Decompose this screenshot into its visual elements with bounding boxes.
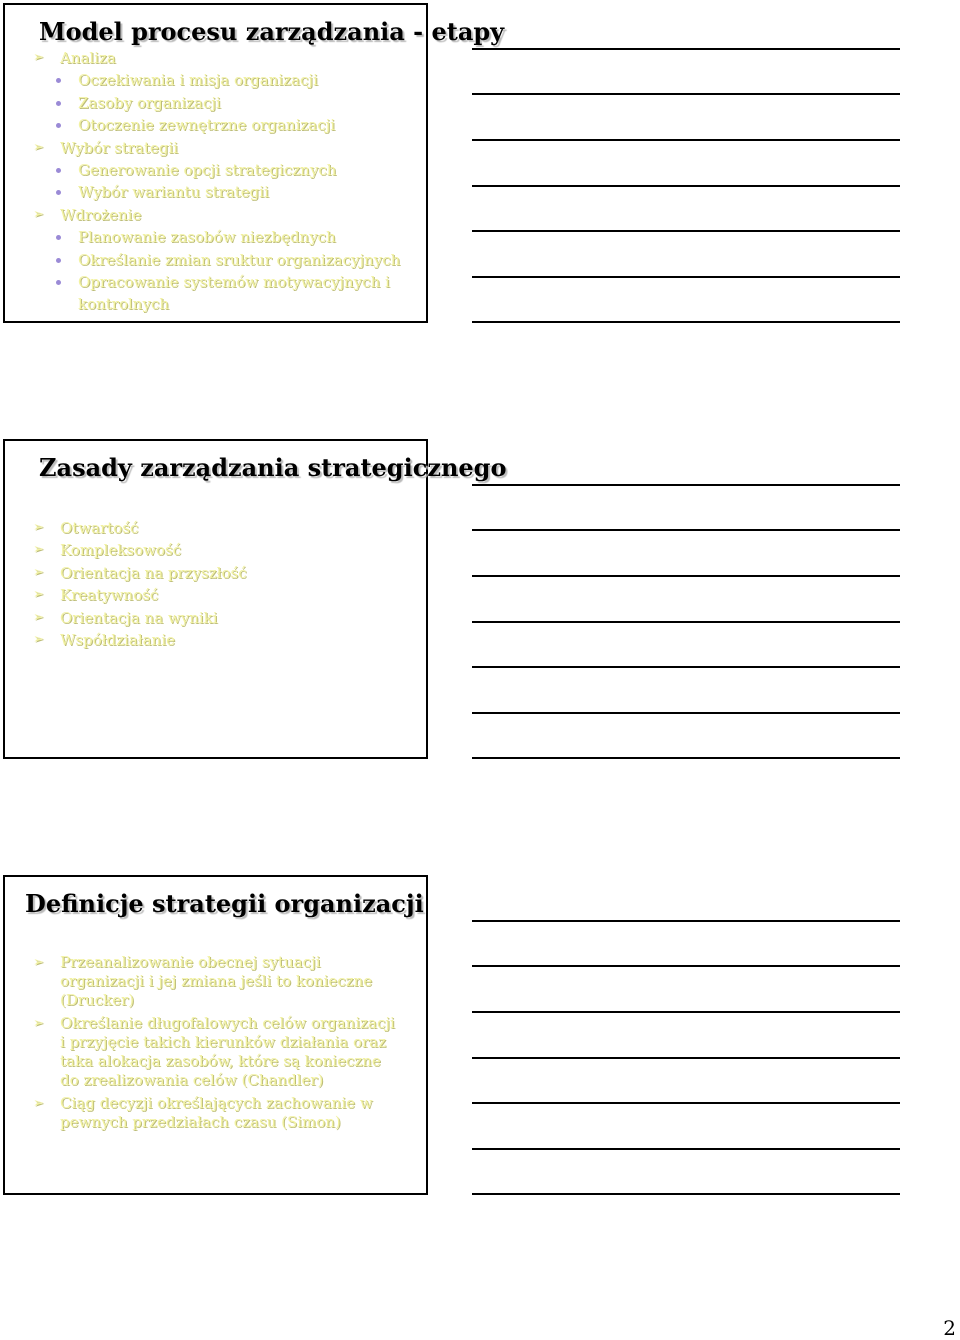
note-line	[472, 93, 900, 95]
arrow-bullet-icon: ➢	[33, 587, 44, 603]
bullet-text: Wybór strategii	[60, 138, 179, 157]
note-line	[472, 621, 900, 623]
dot-bullet-icon	[56, 101, 61, 106]
note-line	[472, 1102, 900, 1104]
bullet-text: Kreatywność	[60, 586, 159, 605]
bullet-item	[25, 204, 406, 226]
arrow-bullet-icon: ➢	[33, 632, 44, 648]
bullet-item	[25, 137, 406, 159]
note-line	[472, 1193, 900, 1195]
arrow-bullet-icon: ➢	[33, 50, 44, 65]
dot-bullet-icon	[56, 123, 61, 128]
slide-1	[3, 3, 505, 323]
dot-bullet-icon	[56, 78, 61, 83]
dot-bullet-icon	[56, 280, 61, 285]
bullet-text: Współdziałanie	[60, 631, 175, 650]
sub-bullet-item	[25, 226, 406, 248]
dot-bullet-icon	[56, 190, 61, 195]
dot-bullet-icon	[56, 258, 61, 263]
bullet-item	[25, 517, 406, 539]
bullet-text: Otwartość	[60, 519, 139, 537]
bullet-text: Zasoby organizacji	[78, 93, 221, 112]
bullet-item	[25, 1094, 406, 1132]
arrow-bullet-icon: ➢	[33, 1016, 44, 1031]
bullet-list	[25, 47, 406, 316]
note-line	[472, 757, 900, 759]
bullet-list	[25, 953, 406, 1132]
bullet-list	[25, 517, 406, 651]
bullet-text: Analiza	[60, 49, 116, 67]
slide-2	[3, 439, 507, 759]
arrow-bullet-icon: ➢	[33, 955, 44, 970]
arrow-bullet-icon: ➢	[33, 609, 44, 625]
bullet-text: Określanie długofalowych celów organizacji i przyjęcie takich kierunków działania oraz taka alokacja zasobów, które są konieczne do zrealizowania celów (Chandler)	[60, 1014, 395, 1089]
page-number: 2	[943, 1316, 956, 1340]
slide-3	[3, 875, 428, 1195]
arrow-bullet-icon: ➢	[33, 1096, 44, 1111]
bullet-item	[25, 953, 406, 1010]
bullet-text: Planowanie zasobów niezbędnych	[78, 228, 336, 247]
bullet-item	[25, 629, 406, 651]
sub-bullet-item	[25, 249, 406, 271]
arrow-bullet-icon: ➢	[33, 520, 44, 535]
note-line	[472, 529, 900, 531]
sub-bullet-item	[25, 69, 406, 91]
bullet-item	[25, 47, 406, 69]
dot-bullet-icon	[56, 168, 61, 173]
arrow-bullet-icon: ➢	[33, 206, 44, 222]
bullet-text: Przeanalizowanie obecnej sytuacji organizacji i jej zmiana jeśli to konieczne (Drucker)	[60, 953, 373, 1009]
arrow-bullet-icon: ➢	[33, 139, 44, 155]
bullet-text: Opracowanie systemów motywacyjnych i kontrolnych	[78, 273, 390, 314]
note-line	[472, 484, 900, 486]
bullet-text: Otoczenie zewnętrzne organizacji	[78, 116, 336, 135]
sub-bullet-item	[25, 114, 406, 136]
note-line	[472, 575, 900, 577]
bullet-text: Ciąg decyzji określających zachowanie w pewnych przedziałach czasu (Simon)	[60, 1094, 373, 1131]
arrow-bullet-icon: ➢	[33, 542, 44, 558]
note-line	[472, 965, 900, 967]
sub-bullet-item	[25, 181, 406, 203]
note-line	[472, 712, 900, 714]
bullet-text: Kompleksowość	[60, 541, 182, 560]
bullet-text: Wdrożenie	[60, 205, 142, 224]
bullet-item	[25, 539, 406, 561]
sub-bullet-item	[25, 271, 406, 316]
note-line	[472, 230, 900, 232]
sub-bullet-item	[25, 159, 406, 181]
note-line	[472, 321, 900, 323]
note-line	[472, 1148, 900, 1150]
bullet-text: Orientacja na wyniki	[60, 608, 218, 627]
bullet-text: Określanie zmian sruktur organizacyjnych	[78, 250, 401, 269]
bullet-item	[25, 562, 406, 584]
note-line	[472, 139, 900, 141]
note-line	[472, 666, 900, 668]
slide-title: Definicje strategii organizacji	[25, 889, 424, 918]
bullet-text: Generowanie opcji strategicznych	[78, 161, 337, 180]
bullet-text: Orientacja na przyszłość	[60, 563, 247, 582]
bullet-text: Wybór wariantu strategii	[78, 183, 269, 202]
note-line	[472, 920, 900, 922]
sub-bullet-item	[25, 92, 406, 114]
dot-bullet-icon	[56, 235, 61, 240]
arrow-bullet-icon: ➢	[33, 564, 44, 580]
bullet-item	[25, 1014, 406, 1090]
slide-title: Zasady zarządzania strategicznego	[39, 453, 507, 482]
note-line	[472, 1011, 900, 1013]
note-line	[472, 1057, 900, 1059]
note-line	[472, 276, 900, 278]
bullet-item	[25, 584, 406, 606]
bullet-item	[25, 607, 406, 629]
bullet-text: Oczekiwania i misja organizacji	[78, 71, 318, 90]
note-line	[472, 48, 900, 50]
slide-title: Model procesu zarządzania - etapy	[39, 17, 505, 46]
note-line	[472, 185, 900, 187]
